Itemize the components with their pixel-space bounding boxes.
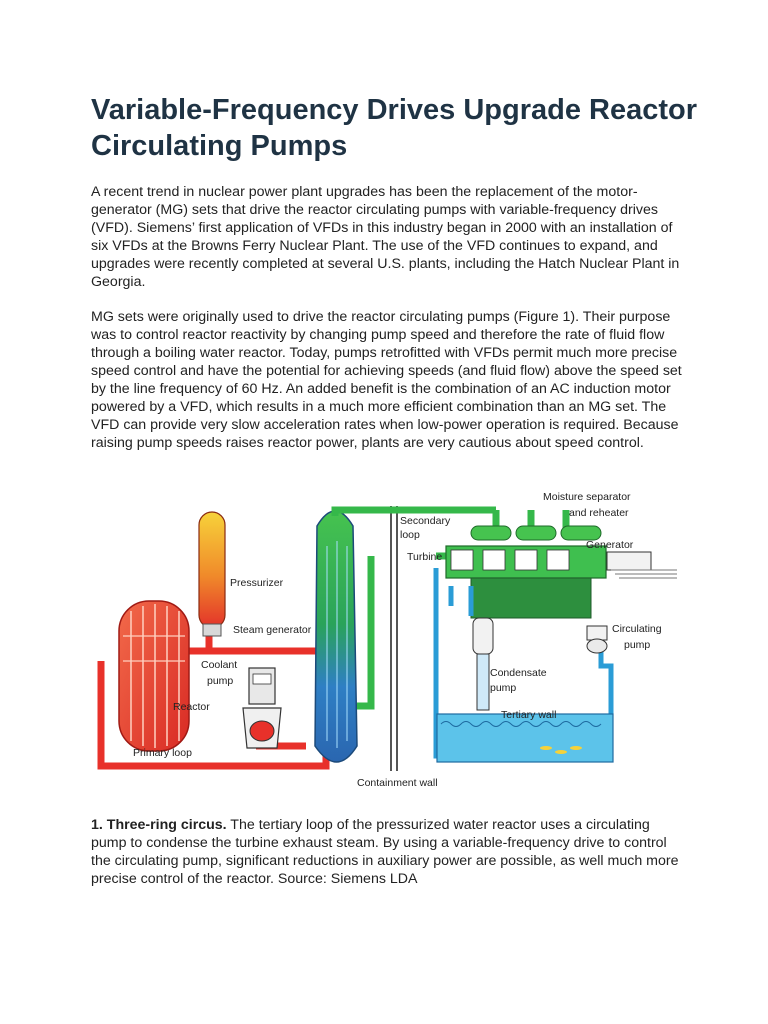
label-turbine: Turbine [407,551,443,563]
condensate-pump [473,618,493,710]
reactor-diagram [91,486,677,794]
tertiary-water-basin [437,714,613,762]
generator [607,552,677,578]
body-paragraph: MG sets were originally used to drive the reactor circulating pumps (Figure 1). Their purpose was to control reactor reactivity by changing pump speed and therefore the rate of fluid flow through a boiling water reactor. Today, pumps retrofitted with VFDs permit much more precise speed control and have the potential for achieving speeds (and fluid flow) above the speed set by the line frequency of 60 Hz. An added benefit is the combination of an AC induction motor powered by a VFD, which results in a much more efficient combination than an MG set. The VFD can provide very slow acceleration rates when low-power operation is required. Because raising pump speeds raises reactor power, plants are very cautious about speed control. [91,309,682,451]
label-coolant: Coolant [201,659,238,671]
label-loop: loop [400,529,420,541]
label-circulating-pump: pump [624,639,651,651]
label-reactor: Reactor [173,701,210,713]
intro-paragraph: A recent trend in nuclear power plant upgrades has been the replacement of the motor-generator (MG) sets that drive the reactor circulating pumps with variable-frequency drives (VFD). Siemens’ first application of VFDs in this industry began in 2000 with an installation of six VFDs at the Browns Ferry Nuclear Plant. The use of the VFD continues to expand, and upgrades were recently completed at several U.S. plants, including the Hatch Nuclear Plant in Georgia. [91,184,680,290]
caption-number: 1. Three-ring circus. [91,817,227,833]
coolant-pump [243,668,281,748]
caption-text: The tertiary loop of the pressurized water reactor uses a circulating pump to condense the turbine exhaust steam. By using a variable-frequency drive to control the circulating pump, significant reductions in auxiliary power are possible, as well much more precise control of the reactor. Source: Siemens LDA [91,817,679,887]
figure-caption [91,816,687,888]
label-circulating: Circulating [612,623,662,635]
label-tertiary-wall: Tertiary wall [501,709,557,721]
containment-wall [391,506,397,771]
label-steam-generator: Steam generator [233,624,312,636]
label-pressurizer: Pressurizer [230,577,284,589]
label-primary-loop: Primary loop [133,747,192,759]
label-moisture-separator: Moisture separator [543,491,631,503]
label-and-reheater: and reheater [569,507,629,519]
pressurizer [199,512,225,636]
circulating-pump [587,626,607,653]
label-generator: Generator [586,539,634,551]
label-condensate-pump: pump [490,682,517,694]
label-secondary: Secondary [400,515,451,527]
article-title: Variable-Frequency Drives Upgrade Reactor Circulating Pumps [91,94,698,162]
label-containment-wall: Containment wall [357,777,438,789]
label-condensate: Condensate [490,667,547,679]
moisture-separator [471,526,601,540]
steam-generator [315,511,357,762]
label-coolant-pump: pump [207,675,234,687]
reactor-vessel [119,601,189,751]
